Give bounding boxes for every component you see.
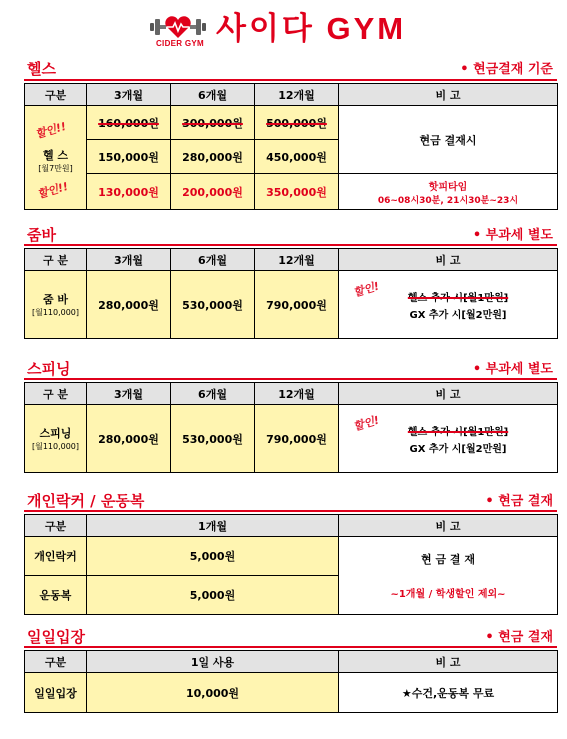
row-label-cell: 운동복 bbox=[25, 576, 87, 615]
row-sublabel: [월7만원] bbox=[38, 164, 73, 173]
price-cell: 280,000원 bbox=[171, 140, 255, 174]
row-sublabel: [월110,000] bbox=[31, 442, 80, 451]
col-header: 12개월 bbox=[255, 383, 339, 405]
health-section-note: • 현금결재 기준 bbox=[460, 62, 553, 77]
col-header: 6개월 bbox=[171, 249, 255, 271]
logo-subtitle: CIDER GYM bbox=[155, 39, 205, 48]
price-cell bbox=[87, 106, 171, 140]
remark-strike-text: 헬스 추가 시[월1만원] bbox=[407, 426, 509, 438]
price-cell: 280,000원 bbox=[87, 405, 171, 473]
price-cell: 10,000원 bbox=[87, 673, 339, 713]
original-price: 300,000원 bbox=[182, 116, 243, 130]
table-row bbox=[25, 174, 558, 210]
remark-line: GX 추가 시[월2만원] bbox=[409, 443, 507, 455]
col-header: 비 고 bbox=[339, 249, 558, 271]
remark-line: ~1개월 / 학생할인 제외~ bbox=[390, 589, 506, 600]
price-cell: 200,000원 bbox=[171, 174, 255, 210]
col-header: 구 분 bbox=[25, 249, 87, 271]
col-header: 비 고 bbox=[339, 651, 558, 673]
price-cell: 280,000원 bbox=[87, 271, 171, 339]
row-label: 헬 스 bbox=[42, 149, 69, 162]
col-header: 비 고 bbox=[339, 515, 558, 537]
col-header: 3개월 bbox=[87, 249, 171, 271]
col-header: 12개월 bbox=[255, 84, 339, 106]
spinning-section-note: • 부과세 별도 bbox=[472, 362, 553, 377]
col-header: 구분 bbox=[25, 651, 87, 673]
locker-section-title: 개인락커 / 운동복 bbox=[27, 492, 145, 510]
remark-cell bbox=[339, 106, 558, 174]
original-price: 500,000원 bbox=[266, 116, 327, 130]
price-cell bbox=[255, 106, 339, 140]
price-cell: 790,000원 bbox=[255, 405, 339, 473]
table-row bbox=[25, 537, 558, 576]
price-cell: 530,000원 bbox=[171, 405, 255, 473]
row-label: 스피닝 bbox=[39, 427, 72, 440]
discount-stamp: 할인!! bbox=[35, 179, 70, 202]
table-header-row bbox=[25, 383, 558, 405]
locker-section-note: • 현금 결재 bbox=[485, 494, 553, 509]
spinning-section-title: 스피닝 bbox=[27, 360, 71, 378]
remark-strike-text: 헬스 추가 시[월1만원] bbox=[407, 292, 509, 304]
table-row bbox=[25, 673, 558, 713]
table-row bbox=[25, 271, 558, 339]
col-header: 6개월 bbox=[171, 84, 255, 106]
price-cell: 790,000원 bbox=[255, 271, 339, 339]
daily-divider bbox=[24, 646, 557, 648]
col-header: 6개월 bbox=[171, 383, 255, 405]
zumba-section-title: 줌바 bbox=[27, 226, 56, 244]
col-header: 1일 사용 bbox=[87, 651, 339, 673]
remark-line: GX 추가 시[월2만원] bbox=[409, 309, 507, 321]
discount-stamp: 할인! bbox=[351, 279, 381, 300]
col-header: 비 고 bbox=[339, 383, 558, 405]
remark-line: 현 금 결 재 bbox=[421, 553, 475, 566]
col-header: 1개월 bbox=[87, 515, 339, 537]
hot-time-hours: 06~08시30분, 21시30분~23시 bbox=[377, 195, 519, 206]
logo-title: 사이다 GYM bbox=[216, 11, 407, 46]
remark-cell: ★수건,운동복 무료 bbox=[339, 673, 558, 713]
zumba-section-note: • 부과세 별도 bbox=[472, 228, 553, 243]
daily-section-note: • 현금 결재 bbox=[485, 630, 553, 645]
locker-price-table bbox=[24, 514, 558, 615]
page-header bbox=[0, 0, 567, 60]
table-row bbox=[25, 405, 558, 473]
remark-cell bbox=[339, 537, 558, 615]
row-label-cell: 개인락커 bbox=[25, 537, 87, 576]
remark-line bbox=[359, 423, 557, 438]
row-label-cell bbox=[25, 405, 87, 473]
col-header: 12개월 bbox=[255, 249, 339, 271]
row-sublabel: [월110,000] bbox=[31, 308, 80, 317]
original-price: 160,000원 bbox=[98, 116, 159, 130]
col-header: 구 분 bbox=[25, 383, 87, 405]
price-cell: 450,000원 bbox=[255, 140, 339, 174]
price-cell: 5,000원 bbox=[87, 576, 339, 615]
health-divider bbox=[24, 79, 557, 81]
daily-price-table bbox=[24, 650, 558, 713]
spinning-divider bbox=[24, 378, 557, 380]
zumba-price-table bbox=[24, 248, 558, 339]
row-label-cell bbox=[25, 271, 87, 339]
price-cell: 130,000원 bbox=[87, 174, 171, 210]
daily-section-title: 일일입장 bbox=[27, 628, 85, 646]
remark-cell bbox=[339, 405, 558, 473]
col-header: 3개월 bbox=[87, 84, 171, 106]
hot-time-title: 핫피타임 bbox=[428, 181, 468, 193]
price-cell: 5,000원 bbox=[87, 537, 339, 576]
row-label-cell: 일일입장 bbox=[25, 673, 87, 713]
table-header-row bbox=[25, 651, 558, 673]
table-header-row bbox=[25, 84, 558, 106]
table-row bbox=[25, 106, 558, 140]
table-header-row bbox=[25, 515, 558, 537]
table-header-row bbox=[25, 249, 558, 271]
row-label: 줌 바 bbox=[42, 293, 69, 306]
price-cell: 530,000원 bbox=[171, 271, 255, 339]
health-row-label-cell bbox=[25, 106, 87, 210]
health-price-table bbox=[24, 83, 558, 210]
col-header: 구분 bbox=[25, 515, 87, 537]
price-cell bbox=[171, 106, 255, 140]
col-header: 구분 bbox=[25, 84, 87, 106]
spinning-price-table bbox=[24, 382, 558, 473]
col-header: 3개월 bbox=[87, 383, 171, 405]
remark-text: 현금 결재시 bbox=[419, 133, 477, 147]
health-section-title: 헬스 bbox=[27, 60, 56, 78]
discount-stamp: 할인! bbox=[351, 413, 381, 434]
discount-stamp: 할인!! bbox=[33, 119, 68, 142]
remark-line bbox=[359, 289, 557, 304]
col-header: 비 고 bbox=[339, 84, 558, 106]
remark-cell bbox=[339, 174, 558, 210]
zumba-divider bbox=[24, 244, 557, 246]
price-cell: 150,000원 bbox=[87, 140, 171, 174]
locker-divider bbox=[24, 510, 557, 512]
remark-cell bbox=[339, 271, 558, 339]
dumbbell-heart-icon bbox=[148, 14, 208, 40]
price-cell: 350,000원 bbox=[255, 174, 339, 210]
